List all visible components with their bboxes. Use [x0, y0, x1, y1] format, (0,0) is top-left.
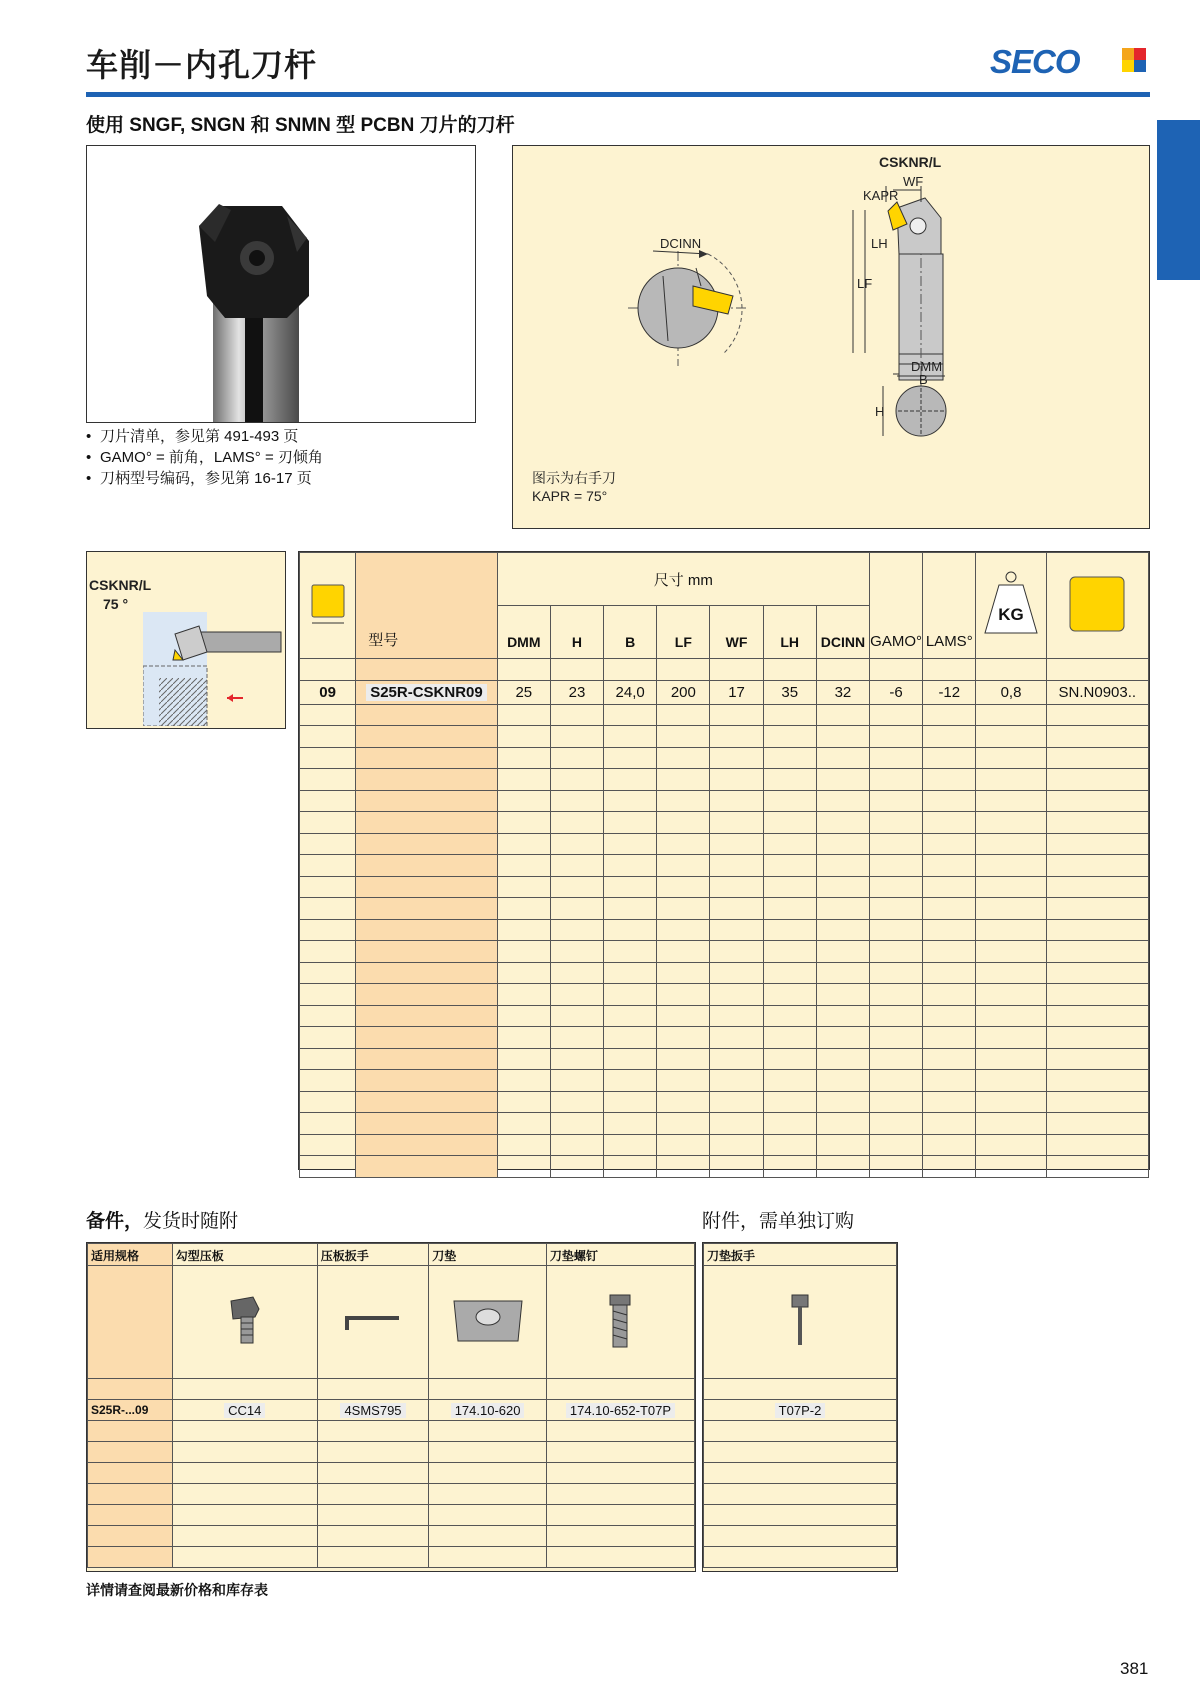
- product-table: [298, 551, 1150, 1170]
- insert-value: SN.N0903..: [1046, 680, 1148, 704]
- tool-type-angle: 75 °: [103, 596, 129, 612]
- col-header-wf: WF: [710, 606, 763, 659]
- col-header-shim-screw: 刀垫螺钉: [546, 1244, 694, 1266]
- insert-icon-cell: [300, 553, 356, 659]
- col-header-spec: 适用规格: [88, 1244, 173, 1266]
- b-label: B: [919, 372, 928, 387]
- shim-code: 174.10-620: [451, 1403, 525, 1418]
- optional-accessories-label: 附件，需单独订购: [702, 1211, 855, 1232]
- wf-label: WF: [903, 174, 924, 189]
- h-value: 23: [550, 680, 603, 704]
- dmm-value: 25: [497, 680, 550, 704]
- col-header-dmm: DMM: [497, 606, 550, 659]
- lf-label: LF: [857, 276, 873, 291]
- bullet-item: • 刀柄型号编码，参见第 16-17 页: [86, 468, 323, 489]
- table-row: [704, 1400, 897, 1421]
- col-header-b: B: [604, 606, 657, 659]
- diagram-note-hand: 图示为右手刀: [532, 470, 616, 486]
- lams-value: -12: [923, 680, 976, 704]
- shim-image-cell: [429, 1266, 547, 1379]
- hex-key-icon: [343, 1306, 403, 1336]
- dcinn-label: DCINN: [660, 236, 702, 251]
- clamp-key-code: 4SMS795: [340, 1403, 405, 1418]
- seco-logo: [990, 43, 1148, 81]
- col-header-clamp-key: 压板扳手: [317, 1244, 429, 1266]
- page-title: 车削－内孔刀杆: [86, 46, 318, 84]
- insert-size-icon: [310, 581, 346, 627]
- dmm-label: DMM: [911, 359, 943, 374]
- boring-bar-photo: [87, 146, 476, 423]
- lh-label: LH: [871, 236, 888, 251]
- gamo-value: -6: [870, 680, 923, 704]
- col-header-lh: LH: [763, 606, 816, 659]
- lh-value: 35: [763, 680, 816, 704]
- dimension-diagram: [512, 145, 1150, 529]
- col-header-dcinn: DCINN: [816, 606, 869, 659]
- product-photo: [86, 145, 476, 423]
- diagram-note-kapr: KAPR = 75°: [532, 488, 608, 504]
- weight-icon-text: KG: [998, 604, 1024, 624]
- tool-type-box: [86, 551, 286, 729]
- model-code: S25R-CSKNR09: [366, 684, 487, 701]
- accessories-label-bold: 备件，: [86, 1211, 144, 1232]
- shim-icon: [448, 1293, 528, 1349]
- b-value: 24,0: [604, 680, 657, 704]
- key-image-cell: [317, 1266, 429, 1379]
- info-bullets: [86, 426, 323, 489]
- accessories-table: [86, 1242, 696, 1572]
- accessories-label-rest: 发货时随附: [143, 1211, 239, 1232]
- tool-type-name: CSKNR/L: [89, 577, 152, 593]
- diagram-title: CSKNR/L: [879, 154, 942, 170]
- model-header: 型号: [356, 553, 498, 659]
- wf-value: 17: [710, 680, 763, 704]
- insert-size-value: 09: [300, 680, 356, 704]
- spec-value: S25R-...09: [88, 1400, 173, 1421]
- insert-header-cell: [1046, 553, 1148, 659]
- weight-icon: [983, 569, 1039, 639]
- col-header-h: H: [550, 606, 603, 659]
- col-header-shim: 刀垫: [429, 1244, 547, 1266]
- footer-note: 详情请查阅最新价格和库存表: [86, 1582, 268, 1598]
- screw-image-cell: [546, 1266, 694, 1379]
- page-number: 381: [1120, 1659, 1149, 1678]
- lf-value: 200: [657, 680, 710, 704]
- clamp-image-cell: [172, 1266, 317, 1379]
- bullet-item: • 刀片清单，参见第 491-493 页: [86, 426, 323, 447]
- kapr-label: KAPR: [863, 188, 899, 203]
- dcinn-value: 32: [816, 680, 869, 704]
- insert-shape-icon: [1068, 575, 1126, 633]
- table-row: [88, 1400, 695, 1421]
- optional-accessories-table: [702, 1242, 898, 1572]
- col-header-gamo: GAMO°: [870, 553, 923, 659]
- seco-logo-icon: [1122, 48, 1146, 72]
- header-rule: [86, 92, 1150, 97]
- h-label: H: [875, 404, 885, 419]
- shim-key-icon: [788, 1291, 812, 1351]
- boring-application-icon: [143, 612, 283, 726]
- shim-key-code: T07P-2: [775, 1403, 826, 1418]
- weight-header-cell: [976, 553, 1046, 659]
- clamp-code: CC14: [224, 1403, 265, 1418]
- col-header-lams: LAMS°: [923, 553, 976, 659]
- dimension-header: 尺寸 mm: [497, 553, 869, 606]
- clamp-icon: [225, 1293, 265, 1349]
- section-subtitle: 使用 SNGF, SNGN 和 SNMN 型 PCBN 刀片的刀杆: [86, 115, 515, 136]
- model-value: [356, 680, 498, 704]
- table-row: [300, 680, 1149, 704]
- col-header-clamp: 勾型压板: [172, 1244, 317, 1266]
- weight-value: 0,8: [976, 680, 1046, 704]
- section-tab: [1157, 120, 1200, 280]
- brand-name: SECO: [990, 43, 1080, 80]
- accessories-label: [86, 1206, 238, 1233]
- bullet-item: • GAMO° = 前角，LAMS° = 刃倾角: [86, 447, 323, 468]
- shim-key-image-cell: [704, 1266, 897, 1379]
- shim-screw-code: 174.10-652-T07P: [566, 1403, 675, 1418]
- shim-screw-icon: [605, 1291, 635, 1351]
- col-header-shim-key: 刀垫扳手: [704, 1244, 897, 1266]
- col-header-lf: LF: [657, 606, 710, 659]
